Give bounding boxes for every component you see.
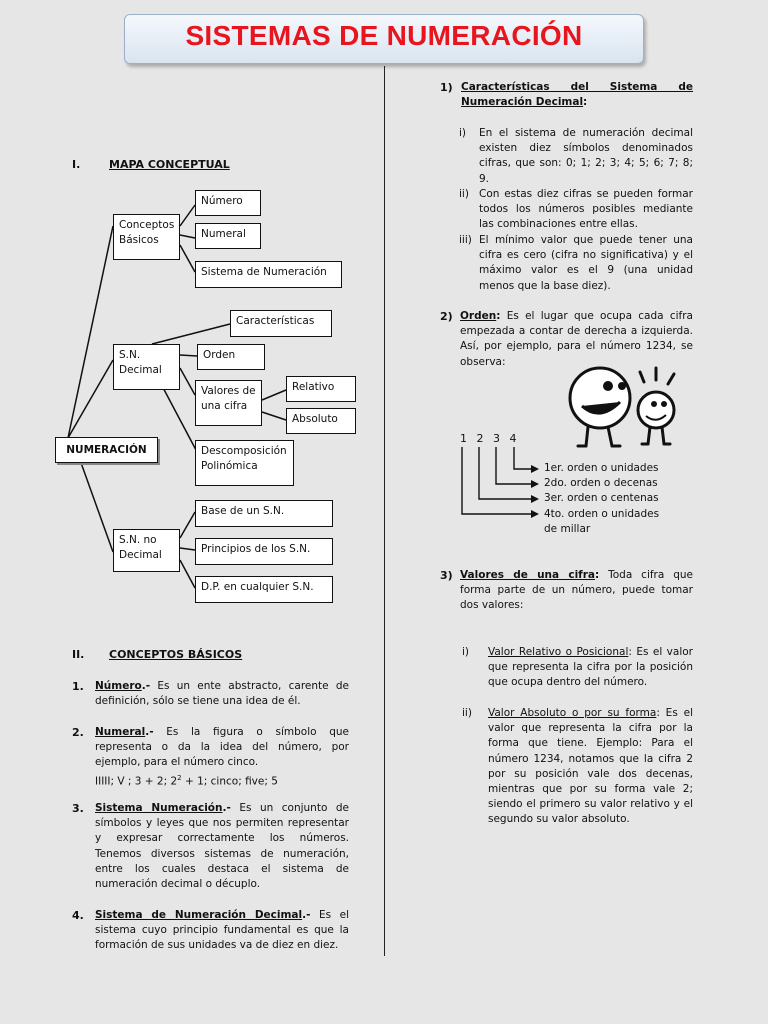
- map-node-relativo: Relativo: [286, 376, 356, 402]
- item2-number: 2): [440, 310, 453, 323]
- concept-2-number: 2.: [72, 726, 84, 739]
- order-digits: 1 2 3 4: [460, 432, 517, 445]
- concept-2-label: Numeral: [95, 726, 146, 738]
- item1-heading: Características del Sistema de Numeración Decimal:: [461, 81, 693, 109]
- map-node-orden: Orden: [197, 344, 265, 370]
- value-relativo: Valor Relativo o Posicional: Es el valor que representa la cifra por la posición que ocupa dentro del número.: [488, 646, 693, 689]
- page-title: SISTEMAS DE NUMERACIÓN: [185, 20, 583, 51]
- item1-point1: En el sistema de numeración decimal existen diez símbolos denominados cifras, que son: 0; 1; 2; 3; 4; 5; 6; 7; 8; 9.: [479, 127, 693, 185]
- concept-4-number: 4.: [72, 909, 84, 922]
- concept-1-label: Número: [95, 680, 142, 692]
- item1-point1-number: i): [459, 127, 467, 139]
- order-label-4: 4to. orden o unidades de millar: [544, 508, 660, 536]
- order-label-1: 1er. orden o unidades: [544, 462, 659, 474]
- order-bracket-arrows: [455, 445, 545, 520]
- item1-point3-number: iii): [459, 234, 472, 246]
- concept-2: Numeral.- Es la figura o símbolo que representa o da la idea del número, por ejemplo, para el número cinco. IIIII; V ; 3 + 2; $2^2 + 1$; cinco; five; 5: [95, 725, 349, 789]
- map-node-principios: Principios de los S.N.: [195, 538, 333, 565]
- concept-3-label: Sistema Numeración: [95, 802, 223, 814]
- item2-label: Orden: [460, 310, 497, 322]
- map-node-base: Base de un S.N.: [195, 500, 333, 527]
- item1-number: 1): [440, 81, 453, 94]
- concept-4: Sistema de Numeración Decimal.- Es el sistema cuyo principio fundamental es que la formación de sus unidades va de diez en diez.: [95, 909, 349, 952]
- item2-body: Orden: Es el lugar que ocupa cada cifra empezada a contar de derecha a izquierda. Así, por ejemplo, para el número 1234, se observa:: [460, 310, 693, 368]
- map-node-sn-no-decimal: S.N. no Decimal: [113, 529, 180, 572]
- map-node-conceptos: Conceptos Básicos: [113, 214, 180, 260]
- item3-number: 3): [440, 569, 453, 582]
- value1-number: i): [462, 646, 470, 658]
- item3-label: Valores de una cifra: [460, 569, 595, 581]
- map-node-descomposicion: Descomposición Polinómica: [195, 440, 294, 486]
- concept-1: Número.- Es un ente abstracto, carente de definición, sólo se tiene una idea de él.: [95, 680, 349, 708]
- numeral-example: IIIII; V ; 3 + 2; $2^2 + 1$; cinco; five; 5: [95, 773, 278, 788]
- column-divider: [384, 66, 385, 956]
- value2-number: ii): [462, 707, 472, 719]
- map-node-numero: Número: [195, 190, 261, 216]
- concept-3-number: 3.: [72, 802, 84, 815]
- cartoon-faces-illustration: [560, 360, 690, 455]
- map-node-caracteristicas: Características: [230, 310, 332, 337]
- item1-point3: El mínimo valor que puede tener una cifra es cero (cifra no significativa) y el máximo valor es el 9 (una unidad menos que la base diez).: [479, 234, 693, 292]
- section1-heading: MAPA CONCEPTUAL: [109, 158, 230, 171]
- map-root-numeracion: NUMERACIÓN: [55, 437, 158, 463]
- item1-point2: Con estas diez cifras se pueden formar todos los números posibles mediante las combinaciones entre ellas.: [479, 188, 693, 231]
- map-node-valores: Valores de una cifra: [195, 380, 262, 426]
- section1-number: I.: [72, 158, 81, 171]
- concept-3: Sistema Numeración.- Es un conjunto de símbolos y leyes que nos permiten representar y expresar correctamente los números. Tenemos diversos sistemas de numeración, entre los cuales destaca el sistema de numeración decimal o décuplo.: [95, 802, 349, 891]
- item3-body: Valores de una cifra: Toda cifra que forma parte de un número, puede tomar dos valores:: [460, 569, 693, 612]
- map-node-dp: D.P. en cualquier S.N.: [195, 576, 333, 603]
- map-node-absoluto: Absoluto: [286, 408, 356, 434]
- concept-4-label: Sistema de Numeración Decimal: [95, 909, 303, 921]
- map-node-sistema: Sistema de Numeración: [195, 261, 342, 288]
- order-label-2: 2do. orden o decenas: [544, 477, 658, 489]
- order-label-3: 3er. orden o centenas: [544, 492, 659, 504]
- item1-point2-number: ii): [459, 188, 469, 200]
- section2-heading: CONCEPTOS BÁSICOS: [109, 648, 243, 661]
- map-node-numeral: Numeral: [195, 223, 261, 249]
- value-absoluto: Valor Absoluto o por su forma: Es el valor que representa la cifra por la forma que tiene. Ejemplo: Para el número 1234, notamos que la cifra 2 por su posición vale dos decenas, mientras que por su forma vale 2; siendo el primero su valor relativo y el segundo su valor absoluto.: [488, 707, 693, 826]
- concept-1-number: 1.: [72, 680, 84, 693]
- map-node-sn-decimal: S.N. Decimal: [113, 344, 180, 390]
- section2-number: II.: [72, 648, 85, 661]
